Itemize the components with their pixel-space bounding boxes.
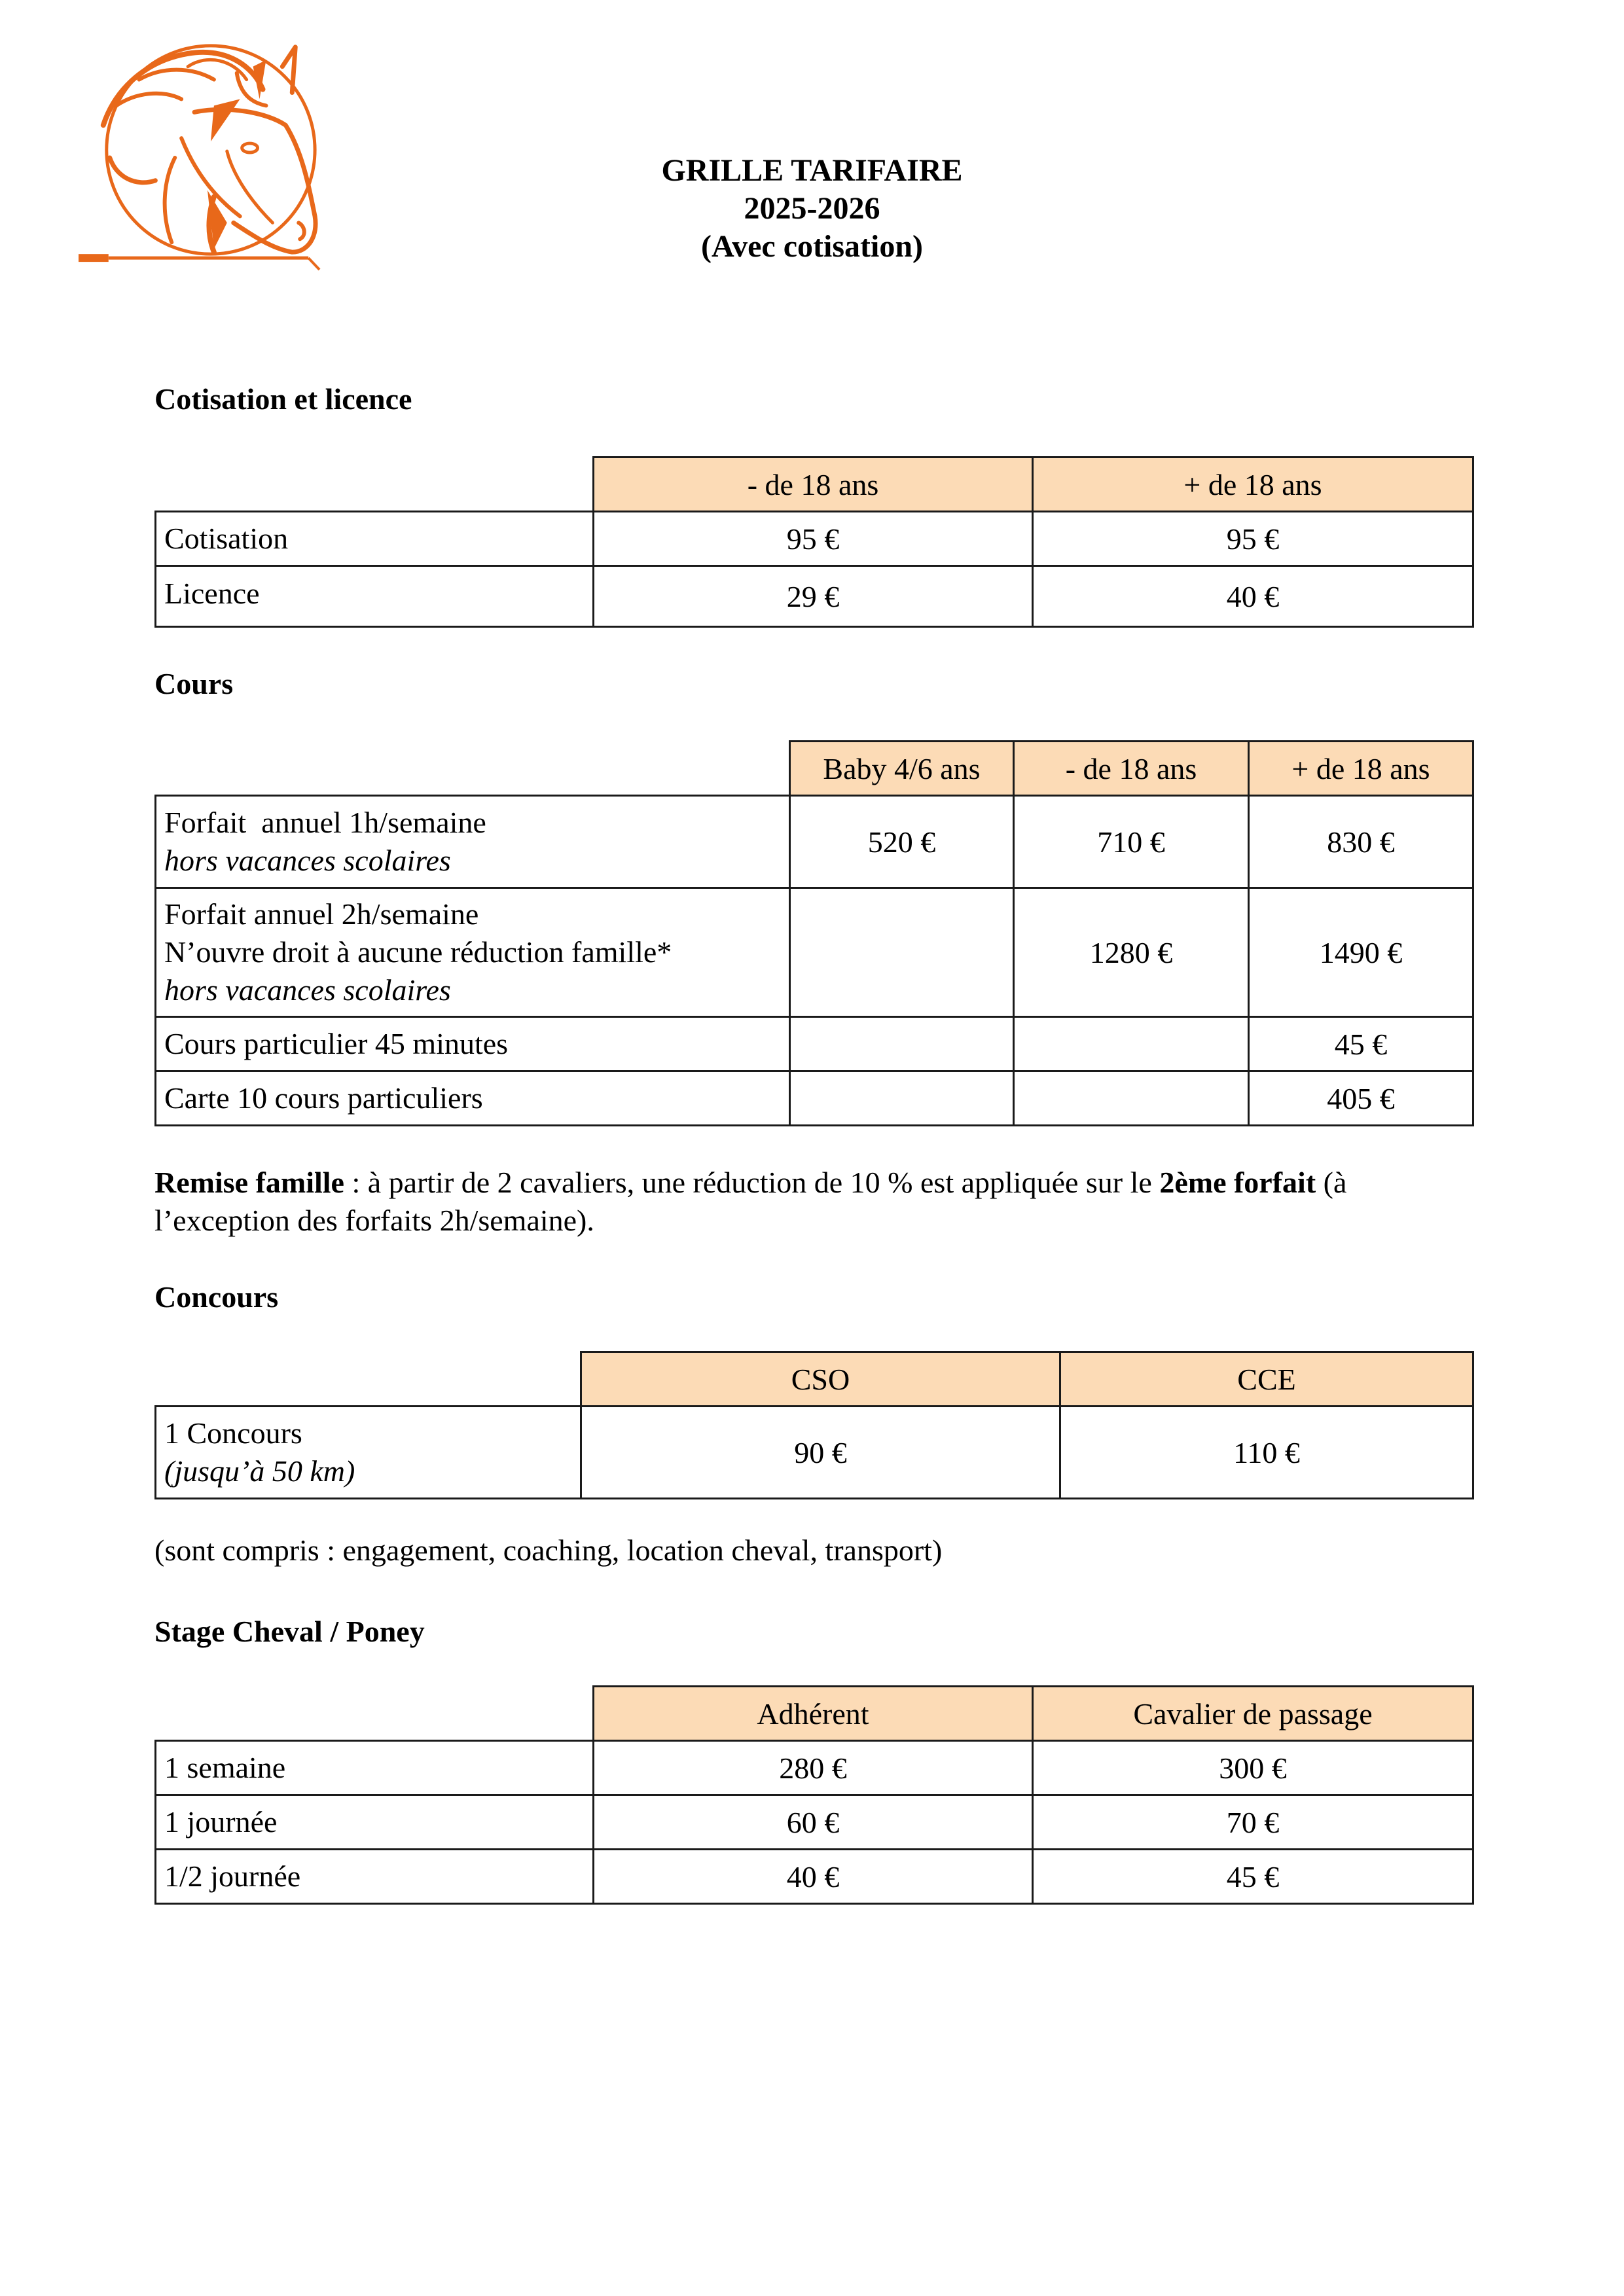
price-cell: 95 € — [594, 512, 1033, 566]
price-cell: 1490 € — [1249, 888, 1473, 1017]
row-note: hors vacances scolaires — [164, 973, 451, 1007]
table-header-row — [156, 742, 1473, 796]
price-cell: 90 € — [581, 1407, 1060, 1499]
price-cell: 710 € — [1014, 796, 1249, 888]
empty-header-cell — [156, 1352, 581, 1407]
family-discount-note — [154, 1164, 1477, 1240]
column-header: Baby 4/6 ans — [790, 742, 1014, 796]
price-cell: 110 € — [1060, 1407, 1473, 1499]
empty-header-cell — [156, 742, 790, 796]
column-header: CSO — [581, 1352, 1060, 1407]
row-label: Carte 10 cours particuliers — [156, 1071, 790, 1126]
row-label: Forfait annuel 1h/semaine — [164, 806, 486, 839]
price-cell — [1014, 1017, 1249, 1071]
row-note: hors vacances scolaires — [164, 844, 451, 877]
column-header: - de 18 ans — [1014, 742, 1249, 796]
column-header: - de 18 ans — [594, 457, 1033, 512]
table-row — [156, 566, 1473, 627]
price-cell: 45 € — [1249, 1017, 1473, 1071]
price-cell: 60 € — [594, 1795, 1033, 1850]
table-header-row — [156, 1352, 1473, 1407]
table-header-row — [156, 1687, 1473, 1741]
price-cell: 45 € — [1033, 1850, 1473, 1904]
price-cell — [790, 888, 1014, 1017]
discount-label: Remise famille — [154, 1166, 344, 1199]
table-row — [156, 1795, 1473, 1850]
section-heading-cotisation: Cotisation et licence — [154, 382, 412, 416]
column-header: + de 18 ans — [1033, 457, 1473, 512]
row-label-cell — [156, 796, 790, 888]
table-row — [156, 796, 1473, 888]
price-cell: 405 € — [1249, 1071, 1473, 1126]
table-row — [156, 1071, 1473, 1126]
row-label-cell — [156, 888, 790, 1017]
title-line-1: GRILLE TARIFAIRE — [661, 153, 963, 188]
price-cell: 95 € — [1033, 512, 1473, 566]
discount-exception: (à l’exception des forfaits 2h/semaine). — [154, 1166, 1354, 1237]
row-label: 1/2 journée — [156, 1850, 594, 1904]
cotisation-table — [154, 456, 1474, 628]
price-cell — [790, 1071, 1014, 1126]
row-label: Cotisation — [156, 512, 594, 566]
document-title — [0, 152, 1624, 266]
price-cell: 300 € — [1033, 1741, 1473, 1795]
section-heading-stage: Stage Cheval / Poney — [154, 1615, 425, 1648]
concours-table — [154, 1351, 1474, 1499]
price-cell: 40 € — [594, 1850, 1033, 1904]
table-header-row — [156, 457, 1473, 512]
row-label: Licence — [156, 566, 594, 627]
section-heading-concours: Concours — [154, 1280, 279, 1314]
table-row — [156, 1017, 1473, 1071]
discount-text: : à partir de 2 cavaliers, une réduction de 10 % est appliquée sur le — [344, 1166, 1160, 1199]
table-row — [156, 1407, 1473, 1499]
column-header: Cavalier de passage — [1033, 1687, 1473, 1741]
section-heading-cours: Cours — [154, 667, 234, 700]
cours-table — [154, 740, 1474, 1126]
table-row — [156, 1741, 1473, 1795]
price-cell: 520 € — [790, 796, 1014, 888]
title-subtitle: (Avec cotisation) — [701, 229, 923, 264]
price-cell: 1280 € — [1014, 888, 1249, 1017]
stage-table — [154, 1685, 1474, 1905]
price-cell: 70 € — [1033, 1795, 1473, 1850]
table-row — [156, 1850, 1473, 1904]
row-note: (jusqu’à 50 km) — [164, 1454, 355, 1488]
row-label: 1 journée — [156, 1795, 594, 1850]
price-cell — [1014, 1071, 1249, 1126]
table-row — [156, 888, 1473, 1017]
empty-header-cell — [156, 457, 594, 512]
column-header: + de 18 ans — [1249, 742, 1473, 796]
empty-header-cell — [156, 1687, 594, 1741]
row-label: Cours particulier 45 minutes — [156, 1017, 790, 1071]
row-label: Forfait annuel 2h/semaine — [164, 897, 479, 931]
price-cell: 40 € — [1033, 566, 1473, 627]
row-label: 1 Concours — [164, 1416, 302, 1450]
table-row — [156, 512, 1473, 566]
price-cell: 29 € — [594, 566, 1033, 627]
discount-target: 2ème forfait — [1159, 1166, 1316, 1199]
row-label-cell — [156, 1407, 581, 1499]
price-cell: 280 € — [594, 1741, 1033, 1795]
concours-footnote: (sont compris : engagement, coaching, location cheval, transport) — [154, 1534, 943, 1567]
title-season: 2025-2026 — [744, 191, 880, 226]
price-cell — [790, 1017, 1014, 1071]
price-cell: 830 € — [1249, 796, 1473, 888]
column-header: CCE — [1060, 1352, 1473, 1407]
row-label: 1 semaine — [156, 1741, 594, 1795]
row-sublabel: N’ouvre droit à aucune réduction famille* — [164, 935, 672, 969]
column-header: Adhérent — [594, 1687, 1033, 1741]
